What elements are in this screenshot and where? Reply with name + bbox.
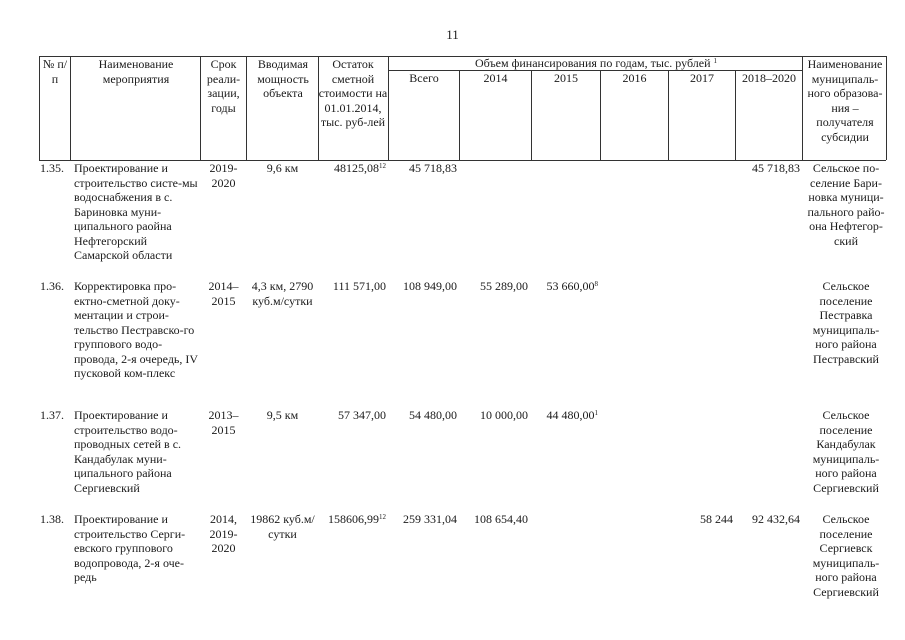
row-recipient: Сельское поселение Кандабулак муниципаль-ного района Сергиевский [812,408,880,495]
row-total: 45 718,83 [409,161,457,175]
row-recipient: Сельское по-селение Бари-новка муници-пального райо-она Нефтегор-ский [807,161,885,248]
row-num: 1.36. [40,279,64,293]
row-term: 2014–2015 [208,279,239,308]
page-number: 11 [446,27,459,42]
header-funding-title: Объем финансирования по годам, тыс. рублей $^1$ [475,56,717,70]
row-name: Проектирование и строительство систе-мы водоснабжения в с. Бариновка муни-ципального раойна Нефтегорский Самарской области [74,161,198,262]
header-name: Наименование мероприятия [98,57,174,86]
row-capacity: 19862 куб.м/сутки [250,512,315,541]
header-recipient: Наименование муниципаль-ного образова-ния – получателя субсидии [807,57,883,144]
row-remainder: 48125,08$^{12}$ [334,161,386,175]
row-remainder: 57 347,00 [338,408,386,422]
row-2015: 53 660,00$^8$ [546,279,598,293]
row-num: 1.38. [40,512,64,526]
header-term: Срок реали-зации, годы [206,57,241,115]
row-total: 108 949,00 [403,279,457,293]
row-recipient: Сельское поселение Пестравка муниципаль-ного района Пестравский [812,279,880,366]
header-total: Всего [409,71,439,85]
header-2018-2020: 2018–2020 [742,71,796,85]
row-2018-2020: 45 718,83 [752,161,800,175]
row-num: 1.37. [40,408,64,422]
header-num: № п/п [42,57,68,86]
row-capacity: 9,5 км [266,408,299,422]
row-2014: 55 289,00 [480,279,528,293]
row-2017: 58 244 [700,512,733,526]
header-remainder: Остаток сметной стоимости на 01.01.2014, тыс. руб-лей [318,57,388,129]
row-term: 2019-2020 [209,161,238,190]
row-2014: 10 000,00 [480,408,528,422]
row-2015: 44 480,00$^1$ [546,408,598,422]
row-num: 1.35. [40,161,64,175]
row-remainder: 158606,99$^{12}$ [328,512,386,526]
row-total: 259 331,04 [403,512,457,526]
row-capacity: 9,6 км [266,161,299,175]
row-term: 2013–2015 [208,408,239,437]
row-capacity: 4,3 км, 2790 куб.м/сутки [251,279,314,308]
row-remainder: 111 571,00 [332,279,386,293]
row-2018-2020: 92 432,64 [752,512,800,526]
row-total: 54 480,00 [409,408,457,422]
row-name: Проектирование и строительство водо-проводных сетей в с. Кандабулак муни-ципального района Сергиевский [74,408,182,495]
row-name: Корректировка про-ектно-сметной доку-ментации и строи-тельство Пестравско-го группового водо-провода, 2-я очередь, IV пусковой ком-плекс [74,279,198,380]
row-name: Проектирование и строительство Серги-евского группового водопровода, 2-я оче-редь [74,512,186,584]
row-term: 2014, 2019-2020 [209,512,238,555]
header-2016: 2016 [622,71,647,85]
header-2017: 2017 [690,71,714,85]
header-2015: 2015 [554,71,578,85]
row-recipient: Сельское поселение Сергиевск муниципаль-ного района Сергиевский [812,512,880,599]
header-2014: 2014 [483,71,508,85]
row-2014: 108 654,40 [474,512,528,526]
header-capacity: Вводимая мощность объекта [257,57,309,100]
